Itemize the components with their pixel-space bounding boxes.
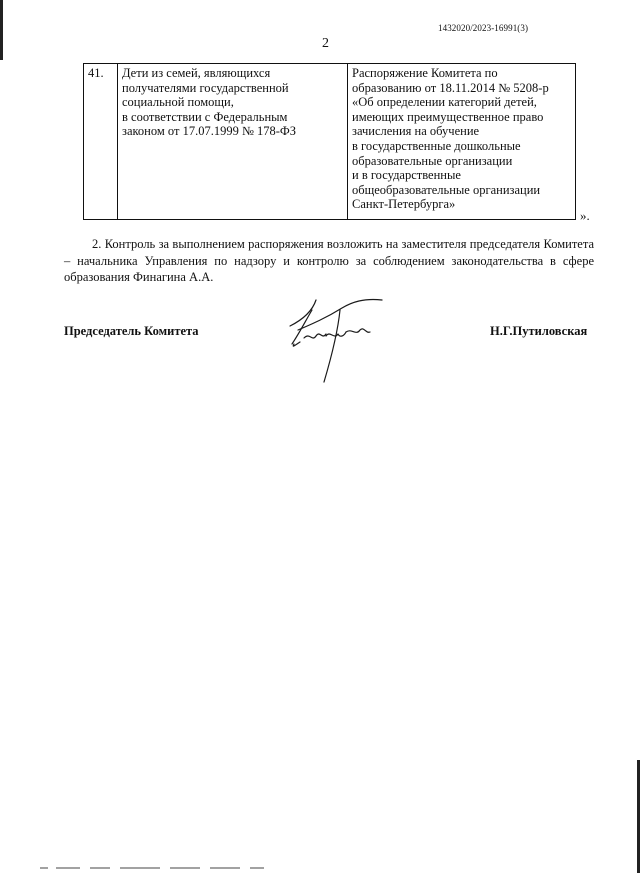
category-line: Дети из семей, являющихся (122, 66, 271, 80)
handwritten-signature (282, 290, 392, 390)
basis-line: образовательные организации (352, 153, 513, 168)
basis-line: Санкт-Петербурга» (352, 197, 456, 212)
footer-scan-marks (40, 866, 280, 870)
document-number: 1432020/2023-16991(3) (438, 23, 529, 33)
basis-line: имеющих преимущественное право (352, 109, 544, 124)
basis-line: Распоряжение Комитета по (352, 66, 498, 80)
category-line: социальной помощи, (122, 95, 234, 110)
page-number: 2 (322, 36, 329, 51)
row-basis (348, 64, 576, 220)
category-line: в соответствии с Федеральным (122, 109, 288, 124)
basis-line: «Об определении категорий детей, (352, 95, 537, 110)
basis-line: зачисления на обучение (352, 124, 480, 139)
signatory-name: Н.Г.Путиловская (490, 324, 588, 338)
row-category (118, 64, 348, 220)
control-paragraph: 2. Контроль за выполнением распоряжения возложить на заместителя председателя Комитета – начальника Управления по надзору и контролю за соблюдением законодательства в сфере образования Финагина А.А. (64, 237, 594, 284)
basis-line: и в государственные (352, 168, 461, 183)
basis-line: в государственные дошкольные (352, 138, 521, 153)
scan-edge-left (0, 0, 3, 60)
category-line: законом от 17.07.1999 № 178-ФЗ (122, 124, 297, 139)
row-number: 41. (84, 64, 118, 220)
closing-quote: ». (580, 208, 590, 223)
categories-table (83, 63, 576, 220)
table-row (84, 64, 576, 220)
basis-line: образованию от 18.11.2014 № 5208-р (352, 80, 549, 95)
basis-line: общеобразовательные организации (352, 182, 541, 197)
category-line: получателями государственной (122, 80, 289, 95)
signatory-position: Председатель Комитета (64, 324, 199, 338)
